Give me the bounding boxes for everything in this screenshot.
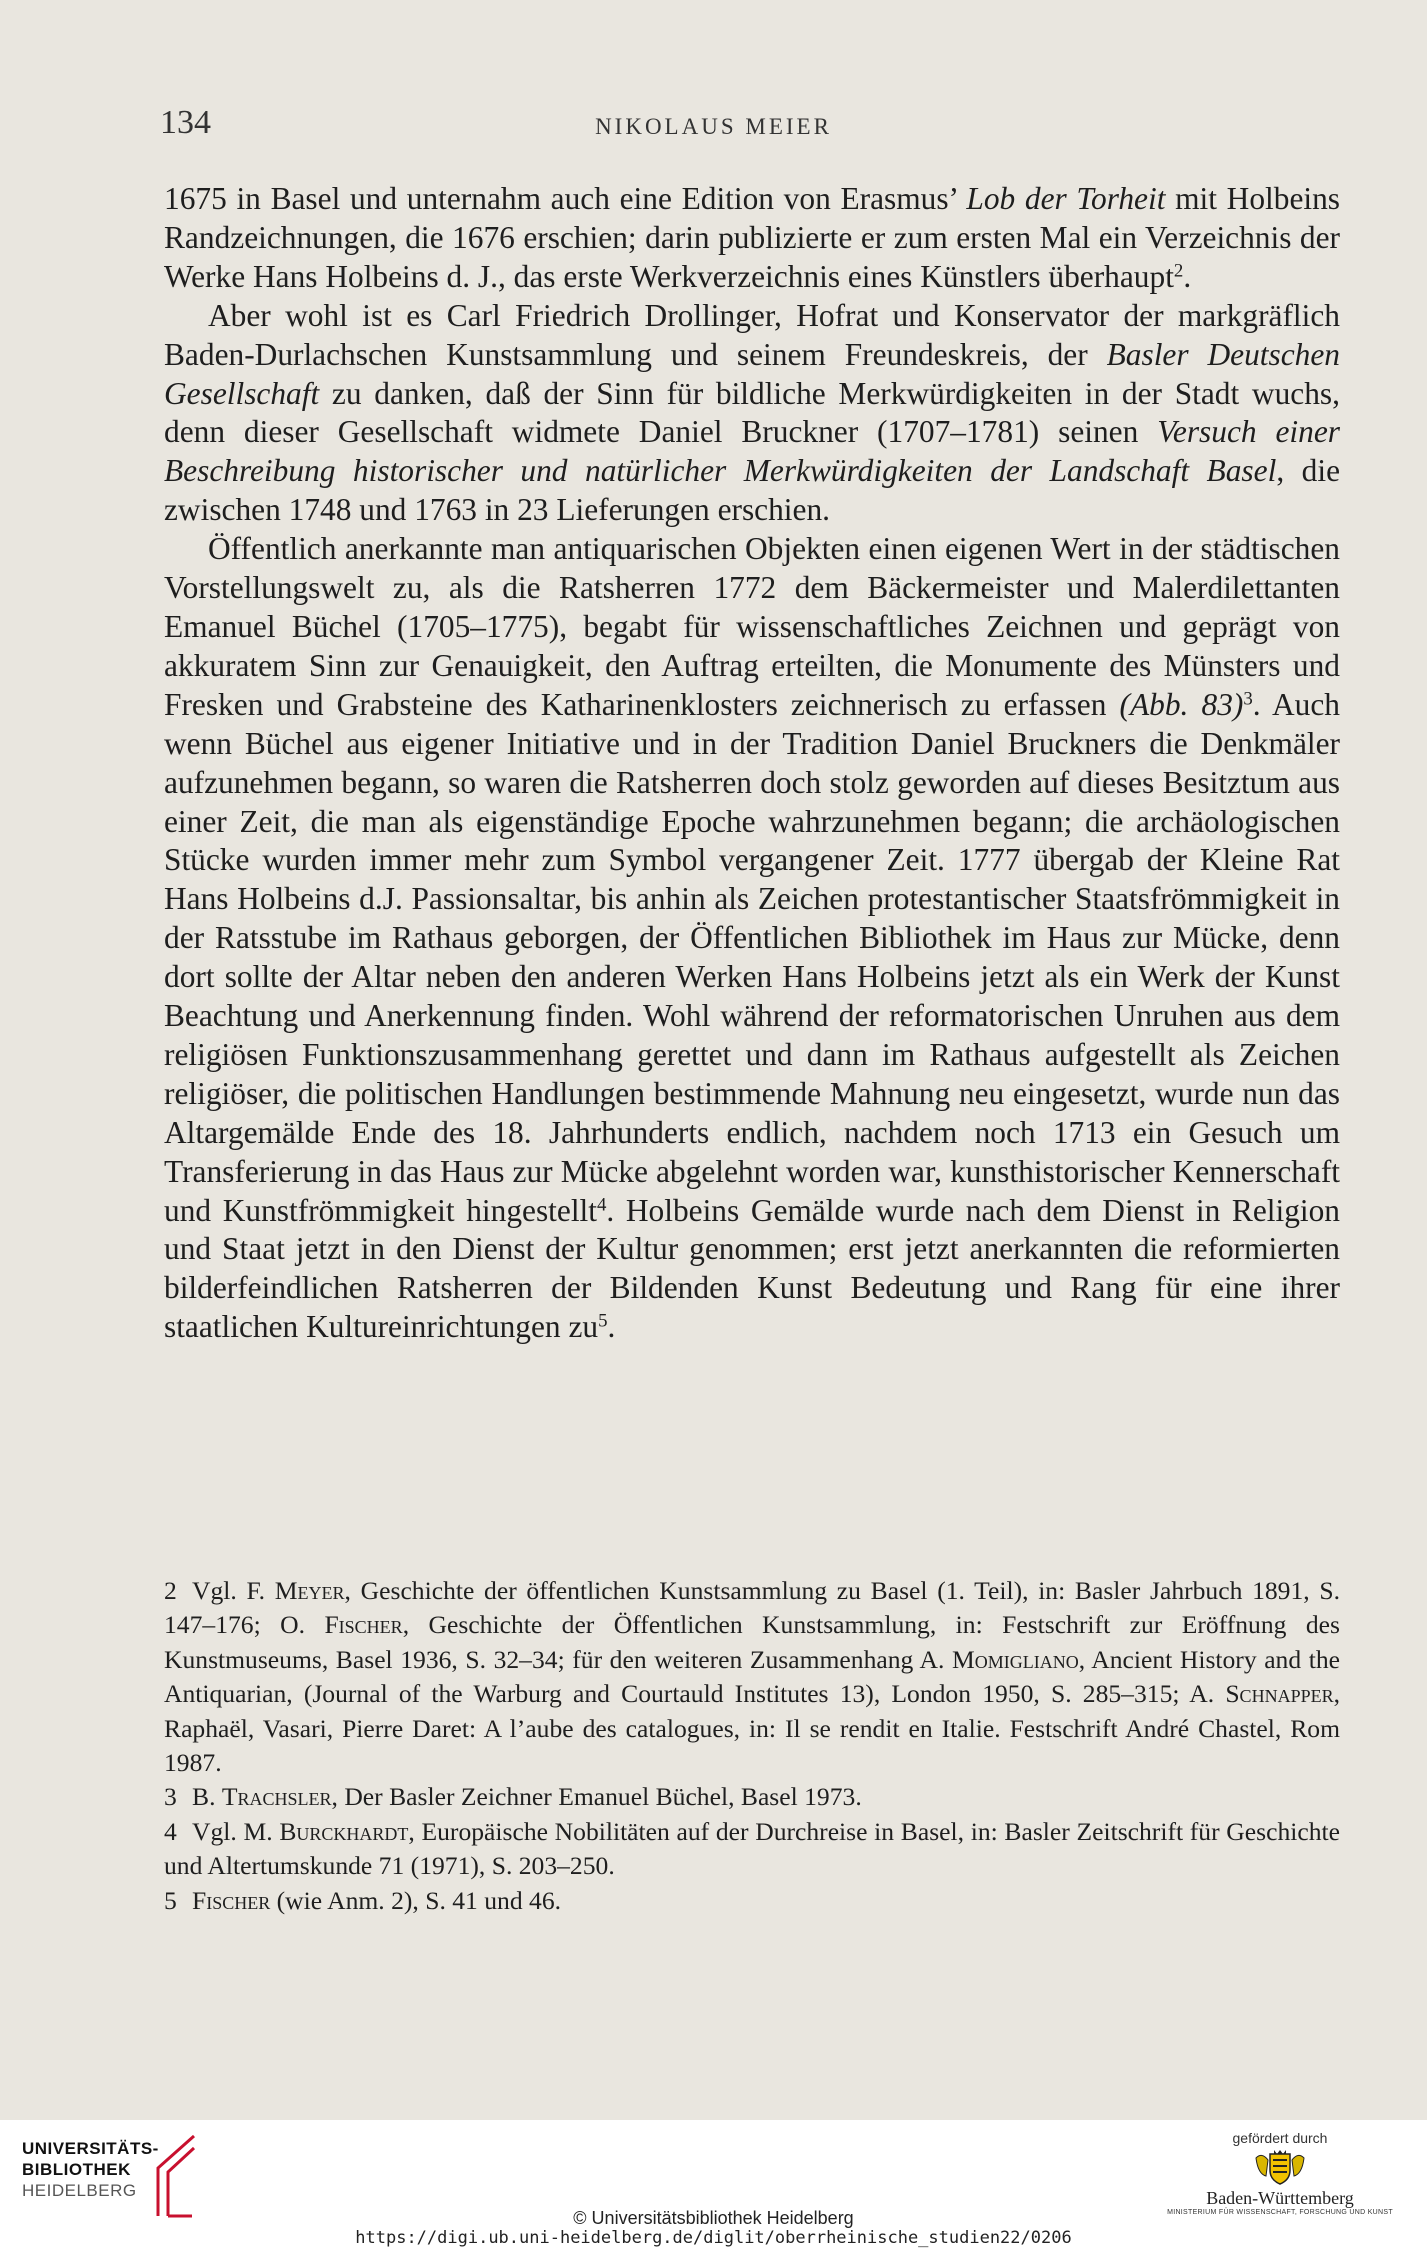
author-name: Fischer [192, 1885, 271, 1915]
footnote-text: , Raphaël, Vasari, Pierre Daret: A l’aube des catalogues, in: Il se rendit en Italie. Festschrift André Chastel, Rom 1987. [164, 1679, 1340, 1778]
footnote-text: , Europäische Nobilitäten auf der Durchreise in Basel, in: Basler Zeitschrift für Geschichte und Altertumskunde 71 (1971), S. 203–250. [164, 1816, 1340, 1881]
sponsor-block [1160, 2130, 1400, 2216]
footnote-5 [164, 1884, 1340, 1918]
author-name: Fischer [324, 1610, 403, 1640]
coat-of-arms-icon [1250, 2148, 1310, 2188]
figure-reference: (Abb. 83) [1119, 686, 1244, 722]
copyright-notice: © Universitätsbibliothek Heidelberg [573, 2208, 854, 2228]
footnote-ref-5[interactable]: 5 [598, 1310, 608, 1332]
footnote-number: 2 [164, 1576, 177, 1605]
author-name: Trachsler [221, 1782, 332, 1812]
footnote-number: 3 [164, 1782, 177, 1812]
footnote-3 [164, 1780, 1340, 1814]
sponsor-name: Baden-Württemberg [1206, 2188, 1354, 2208]
footnotes [164, 1574, 1340, 1918]
footnote-4 [164, 1815, 1340, 1884]
footnote-number: 4 [164, 1816, 177, 1846]
footnote-2 [164, 1574, 1340, 1780]
footnote-ref-2[interactable]: 2 [1173, 260, 1184, 282]
italic-title: Versuch einer Beschreibung historischer und natürlicher Merkwürdigkeiten der Landschaft Basel [164, 414, 1340, 489]
footnote-text: (wie Anm. 2), S. 41 und 46. [270, 1885, 562, 1915]
page-number: 134 [160, 104, 211, 141]
running-head: NIKOLAUS MEIER [595, 114, 832, 139]
author-name: Meyer [274, 1576, 345, 1605]
library-logo-icon [152, 2134, 196, 2218]
author-name: Schnapper [1225, 1679, 1334, 1709]
footnote-text: B. [192, 1782, 222, 1812]
sponsor-label: gefördert durch [1232, 2130, 1328, 2146]
footnote-text: , Der Basler Zeichner Emanuel Büchel, Basel 1973. [331, 1782, 862, 1812]
footnote-text: , Geschichte der öffentlichen Kunstsammlung zu Basel (1. Teil), in: Basler Jahrbuch 1891, S. 147–176; O. [164, 1576, 1341, 1640]
footnote-text: , Geschichte der Öffentlichen Kunstsammlung, in: Festschrift zur Eröffnung des Kunstmuseums, Basel 1936, S. 32–34; für den weiteren Zusammenhang A. [164, 1610, 1340, 1674]
university-library-logo[interactable]: UNIVERSITÄTS- BIBLIOTHEK HEIDELBERG [22, 2139, 159, 2200]
footnote-text: Vgl. F. [192, 1576, 275, 1605]
paragraph-3: Öffentlich anerkannte man antiquarischen Objekten einen eigenen Wert in der städtischen Vorstellungswelt zu, als die Ratsherren 1772 dem Bäckermeister und Malerdilettanten Emanuel Büchel (1705–1775), begabt für wissenschaftliches Zeichnen und geprägt von akkuratem Sinn zur Genauigkeit, den Auftrag erteilten, die Monumente des Münsters und Fresken und Grabsteine des Katharinenklosters zeichnerisch zu erfassen (Abb. 83)$^3$. Auch wenn Büchel aus eigener Initiative und in der Tradition Daniel Bruckners die Denkmäler aufzunehmen begann, so waren die Ratsherren doch stolz geworden auf dieses Besitztum aus einer Zeit, die man als eigenständige Epoche wahrzunehmen begann; die archäologischen Stücke wurden immer mehr zum Symbol vergangener Zeit. 1777 übergab der Kleine Rat Hans Holbeins d.J. Passionsaltar, bis anhin als Zeichen protestantischer Staatsfrömmigkeit in der Ratsstube im Rathaus geborgen, der Öffentlichen Bibliothek im Haus zur Mücke, denn dort sollte der Altar neben den anderen Werken Hans Holbeins jetzt als ein Werk der Kunst Beachtung und Anerkennung finden. Wohl während der reformatorischen Unruhen aus dem religiösen Funktionszusammenhang gerettet und dann im Rathaus aufgestellt als Zeichen religiöser, die politischen Handlungen bestimmende Mahnung neu eingesetzt, wurde nun das Altargemälde Ende des 18. Jahrhunderts endlich, nachdem noch 1713 ein Gesuch um Transferierung in das Haus zur Mücke abgelehnt worden war, kunsthistorischer Kennerschaft und Kunstfrömmigkeit hingestellt$^4$. Holbeins Gemälde wurde nach dem Dienst in Religion und Staat jetzt in den Dienst der Kultur genommen; erst jetzt anerkannten die reformierten bilderfeindlichen Ratsherren der Bildenden Kunst Bedeutung und Rang für eine ihrer staatlichen Kultureinrichtungen $zu^5$. [164, 531, 1340, 1345]
italic-title: Basler Deutschen Gesellschaft [164, 336, 1341, 411]
footnote-ref-4[interactable]: 4 [597, 1194, 607, 1216]
footnote-number: 5 [164, 1885, 177, 1915]
paragraph-2: Aber wohl ist es Carl Friedrich Drollinger, Hofrat und Konservator der markgräflich Baden-Durlachschen Kunstsammlung und seinem Freundeskreis, der Basler Deutschen Gesellschaft zu danken, daß der Sinn für bildliche Merkwürdigkeiten in der Stadt wuchs, denn dieser Gesellschaft widmete Daniel Bruckner (1707–1781) seinen Versuch einer Beschreibung historischer und natürlicher Merkwürdigkeiten der Landschaft Basel, die zwischen 1748 und 1763 in 23 Lieferungen erschien. [164, 297, 1341, 528]
footnote-text: Vgl. M. [192, 1816, 280, 1846]
italic-title: Lob der Torheit [966, 181, 1166, 216]
viewer-footer [0, 2120, 1427, 2252]
footnote-text: , Ancient History and the Antiquarian, (Journal of the Warburg and Courtauld Institutes 13), London 1950, S. 285–315; A. [164, 1644, 1340, 1709]
author-name: Momigliano [951, 1644, 1079, 1674]
sponsor-subtitle: MINISTERIUM FÜR WISSENSCHAFT, FORSCHUNG UND KUNST [1167, 2209, 1393, 2216]
paragraph-1: 1675 in Basel und unternahm auch eine Edition von Erasmus’ Lob der Torheit mit Holbeins Randzeichnungen, die 1676 erschien; darin publizierte er zum ersten Mal ein Verzeichnis der Werke Hans Holbeins d. J., das erste Werkverzeichnis eines Künstlers überhaupt$^2$. [164, 181, 1341, 294]
author-name: Burckhardt [279, 1816, 409, 1846]
footnote-ref-3[interactable]: 3 [1243, 688, 1253, 710]
body-text [164, 180, 1340, 1347]
permalink-url[interactable]: https://digi.ub.uni-heidelberg.de/diglit/oberrheinische_studien22/0206 [355, 2228, 1072, 2248]
